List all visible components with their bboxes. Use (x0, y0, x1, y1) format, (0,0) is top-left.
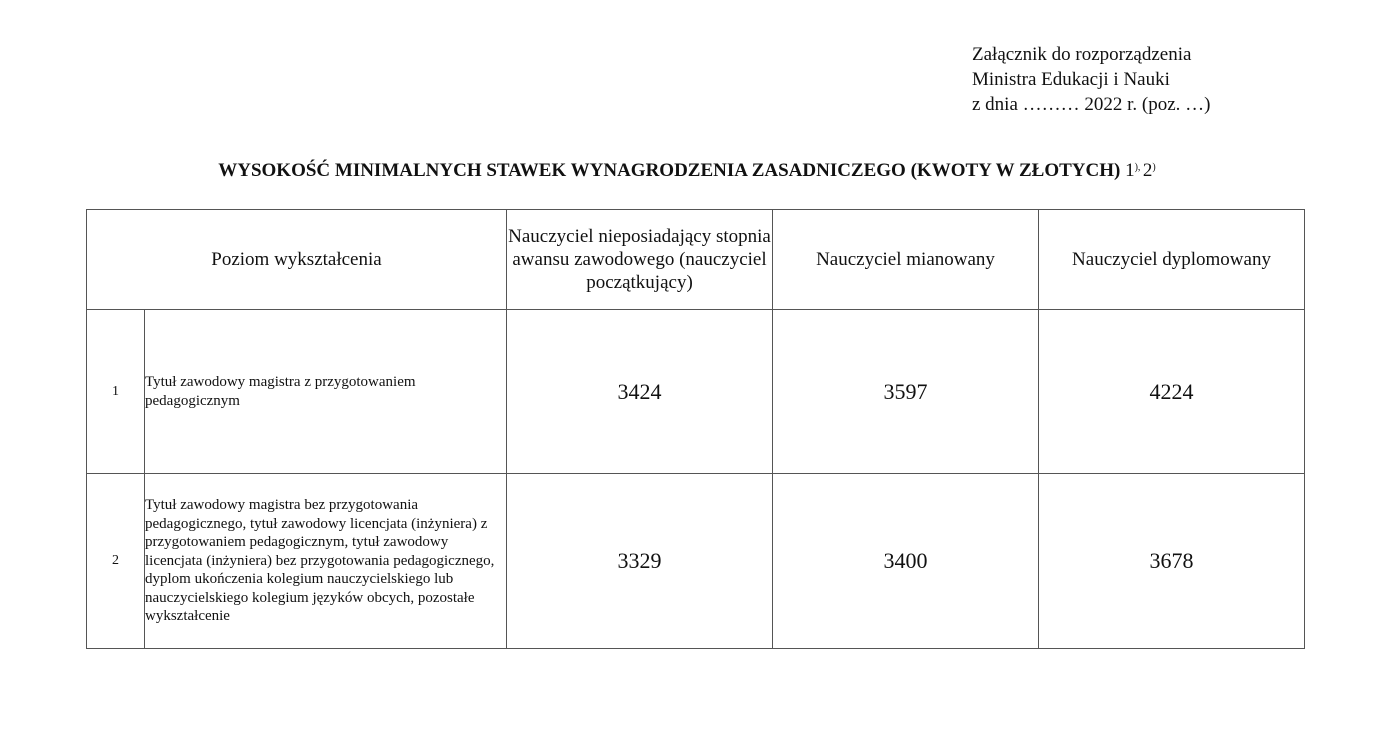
rate-beginner: 3424 (507, 310, 773, 474)
row-education-level: Tytuł zawodowy magistra bez przygotowania pedagogicznego, tytuł zawodowy licencjata (inżyniera) z przygotowaniem pedagogicznym, tytuł zawodowy licencjata (inżyniera) bez przygotowania pedagogicznego, dyplom ukończenia kolegium nauczycielskiego lub nauczycielskiego kolegium języków obcych, pozostałe wykształcenie (145, 474, 507, 649)
table-header-row (87, 210, 1305, 310)
title-footnotes (1125, 160, 1156, 181)
rate-chartered: 4224 (1039, 310, 1305, 474)
table-row (87, 310, 1305, 474)
footnote-separator: , (1137, 162, 1143, 173)
document-title-text: WYSOKOŚĆ MINIMALNYCH STAWEK WYNAGRODZENIA ZASADNICZEGO (KWOTY W ZŁOTYCH) (218, 160, 1121, 181)
header-education-level: Poziom wykształcenia (87, 210, 507, 310)
row-number: 2 (87, 474, 145, 649)
salary-rates-table (86, 209, 1305, 649)
header-teacher-beginner: Nauczyciel nieposiadający stopnia awansu zawodowego (nauczyciel początkujący) (507, 210, 773, 310)
footnote-mark-1: ) (1134, 162, 1138, 173)
rate-chartered: 3678 (1039, 474, 1305, 649)
rate-beginner: 3329 (507, 474, 773, 649)
footnote-mark-2: ) (1152, 162, 1156, 173)
footnote-1: 1 (1125, 160, 1135, 181)
table-row (87, 474, 1305, 649)
rate-appointed: 3400 (773, 474, 1039, 649)
rate-appointed: 3597 (773, 310, 1039, 474)
annex-line-2: Ministra Edukacji i Nauki (972, 69, 1170, 90)
annex-line-3: z dnia ……… 2022 r. (poz. …) (972, 94, 1211, 115)
row-number: 1 (87, 310, 145, 474)
document-title (0, 160, 1374, 182)
annex-note (972, 42, 1211, 117)
header-teacher-appointed: Nauczyciel mianowany (773, 210, 1039, 310)
footnote-2: 2 (1142, 160, 1153, 181)
row-education-level: Tytuł zawodowy magistra z przygotowaniem pedagogicznym (145, 310, 507, 474)
header-teacher-chartered: Nauczyciel dyplomowany (1039, 210, 1305, 310)
annex-line-1: Załącznik do rozporządzenia (972, 44, 1192, 65)
